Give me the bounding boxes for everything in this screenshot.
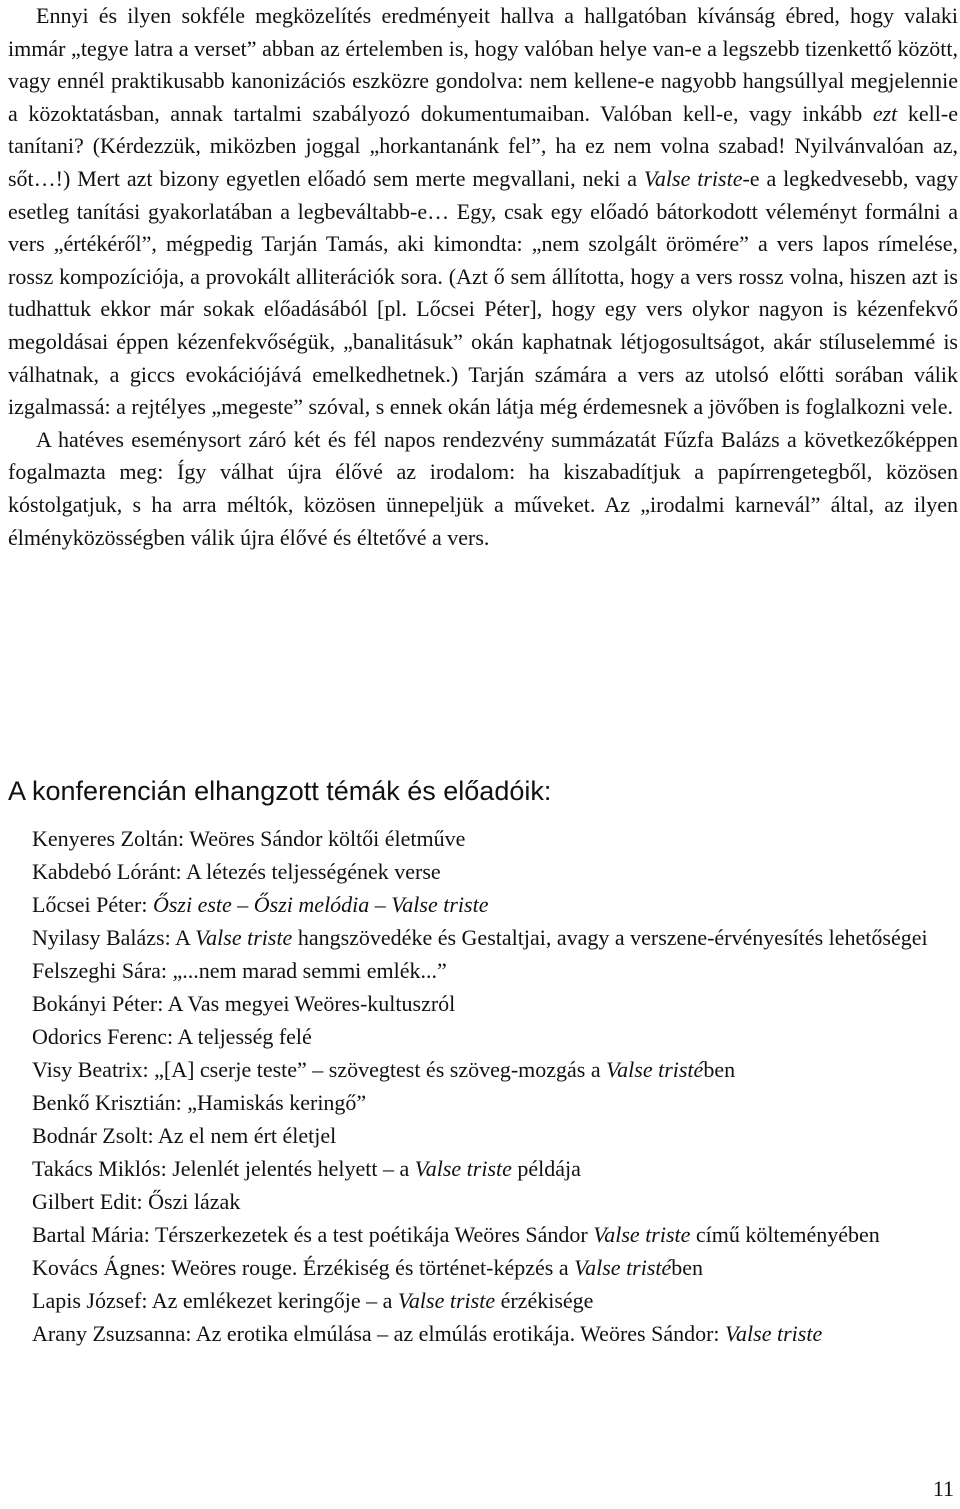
- text-segment: kell-e tanítani? (Kérdezzük, miközben joggal „horkantanánk fel”, ha ez nem volna szabad! Nyilvánvalóan az, sőt…!) Mert azt bizony egyetlen előadó sem merte megvallani, neki a: [8, 100, 958, 191]
- text-segment: ben: [671, 1255, 704, 1280]
- text-segment: Lapis József: Az emlékezet keringője – a: [32, 1288, 398, 1313]
- talks-list: [8, 822, 958, 1350]
- talk-item: [8, 1251, 958, 1284]
- italic-text: Valse triste: [725, 1321, 823, 1346]
- italic-text: Valse triste: [397, 1288, 496, 1313]
- text-segment: A hatéves eseménysort záró két és fél napos rendezvény summázatát Fűzfa Balázs a következőképpen fogalmazta meg: Így válhat újra élővé az irodalom: ha kiszabadítjuk a papírrengetegből, közösen kóstolgatjuk, s ha arra méltók, közösen ünnepeljük a műveket. Az „irodalmi karnevál” által, az ilyen élményközösségben válik újra élővé és éltetővé a vers.: [8, 426, 958, 550]
- text-segment: Lőcsei Péter:: [32, 892, 153, 917]
- text-segment: hangszövedéke és Gestaltjai, avagy a verszene-érvényesítés lehetőségei: [292, 925, 928, 950]
- section-heading: A konferencián elhangzott témák és előadóik:: [8, 776, 552, 806]
- text-segment: Ennyi és ilyen sokféle megközelítés eredményeit hallva a hallgatóban kívánság ébred, hogy valaki immár „tegye latra a verset” abban az értelemben is, hogy valóban helye van-e a legszebb tizenkettő között, vagy ennél praktikusabb kanonizációs eszközre gondolva: nem kellene-e nagyobb hangsúllyal megjelennie a közoktatásban, annak tartalmi szabályozó dokumentumaiban. Valóban kell-e, vagy inkább: [8, 3, 958, 126]
- text-segment: Takács Miklós: Jelenlét jelentés helyett – a: [32, 1156, 415, 1181]
- text-segment: Kabdebó Lóránt: A létezés teljességének verse: [32, 859, 441, 884]
- text-segment: Felszeghi Sára: „...nem marad semmi emlék...”: [32, 958, 447, 983]
- italic-text: Valse triste: [643, 165, 743, 191]
- text-segment: című költeményében: [690, 1222, 880, 1247]
- text-segment: példája: [511, 1156, 581, 1181]
- text-segment: Bodnár Zsolt: Az el nem ért életjel: [32, 1123, 337, 1148]
- italic-text: Valse triste: [195, 925, 293, 950]
- talk-item: [8, 1185, 958, 1218]
- text-segment: ben: [703, 1057, 736, 1082]
- talk-item: [8, 1284, 958, 1317]
- talk-item: [8, 954, 958, 987]
- italic-text: Valse tristé: [574, 1255, 672, 1280]
- text-segment: Kenyeres Zoltán: Weöres Sándor költői életműve: [32, 826, 466, 851]
- talk-item: [8, 1152, 958, 1185]
- paragraph: [8, 0, 958, 424]
- talk-item: [8, 1317, 958, 1350]
- italic-text: Valse tristé: [606, 1057, 704, 1082]
- text-segment: Bartal Mária: Térszerkezetek és a test poétikája Weöres Sándor: [32, 1222, 594, 1247]
- talk-item: [8, 987, 958, 1020]
- italic-text: Valse triste: [414, 1156, 512, 1181]
- text-segment: Kovács Ágnes: Weöres rouge. Érzékiség és történet-képzés a: [32, 1255, 575, 1280]
- text-segment: -e a legkedvesebb, vagy esetleg tanítási gyakorlatában a legbeváltabb-e… Egy, csak egy előadó bátorkodott véleményt formálni a vers „értékéről”, mégpedig Tarján Tamás, aki kimondta: „nem szolgált örömére” a vers lapos rímelése, rossz kompozíciója, a provokált alliterációk sora. (Azt ő sem állította, hogy a vers rossz volna, hiszen azt is tudhattuk ekkor már sokak előadásából [pl. Lőcsei Péter], hogy egy vers olykor nagyon is kézenfekvő megoldásai éppen kézenfekvőségük, „banalitásuk” okán kaphatnak létjogosultságot, akár stíluselemmé is válhatnak, a giccs evokációjává emelkedhetnek.) Tarján számára a vers az utolsó előtti sorában válik izgalmassá: a rejtélyes „megeste” szóval, s ennek okán látja még érdemesnek a jövőben is foglalkozni vele.: [8, 165, 958, 420]
- text-segment: Arany Zsuzsanna: Az erotika elmúlása – az elmúlás erotikája. Weöres Sándor:: [32, 1321, 726, 1346]
- talk-item: [8, 822, 958, 855]
- talk-item: [8, 855, 958, 888]
- italic-text: Valse triste: [593, 1222, 691, 1247]
- paragraph: [8, 424, 958, 554]
- text-segment: Bokányi Péter: A Vas megyei Weöres-kultuszról: [32, 991, 456, 1016]
- text-segment: Gilbert Edit: Őszi lázak: [32, 1189, 241, 1214]
- body-text: [8, 0, 958, 554]
- talk-item: [8, 1020, 958, 1053]
- text-segment: Nyilasy Balázs: A: [32, 925, 196, 950]
- talk-item: [8, 1053, 958, 1086]
- italic-text: ezt: [872, 100, 898, 126]
- talk-item: [8, 1086, 958, 1119]
- talk-item: [8, 1119, 958, 1152]
- text-segment: Benkő Krisztián: „Hamiskás keringő”: [32, 1090, 367, 1115]
- document-page: [8, 0, 958, 1346]
- text-segment: Visy Beatrix: „[A] cserje teste” – szövegtest és szöveg-mozgás a: [32, 1057, 607, 1082]
- talk-item: [8, 921, 958, 954]
- talk-item: [8, 1218, 958, 1251]
- text-segment: érzékisége: [495, 1288, 594, 1313]
- page-number: 11: [932, 1476, 954, 1501]
- talk-item: [8, 888, 958, 921]
- text-segment: Odorics Ferenc: A teljesség felé: [32, 1024, 312, 1049]
- italic-text: Őszi este – Őszi melódia – Valse triste: [152, 892, 489, 917]
